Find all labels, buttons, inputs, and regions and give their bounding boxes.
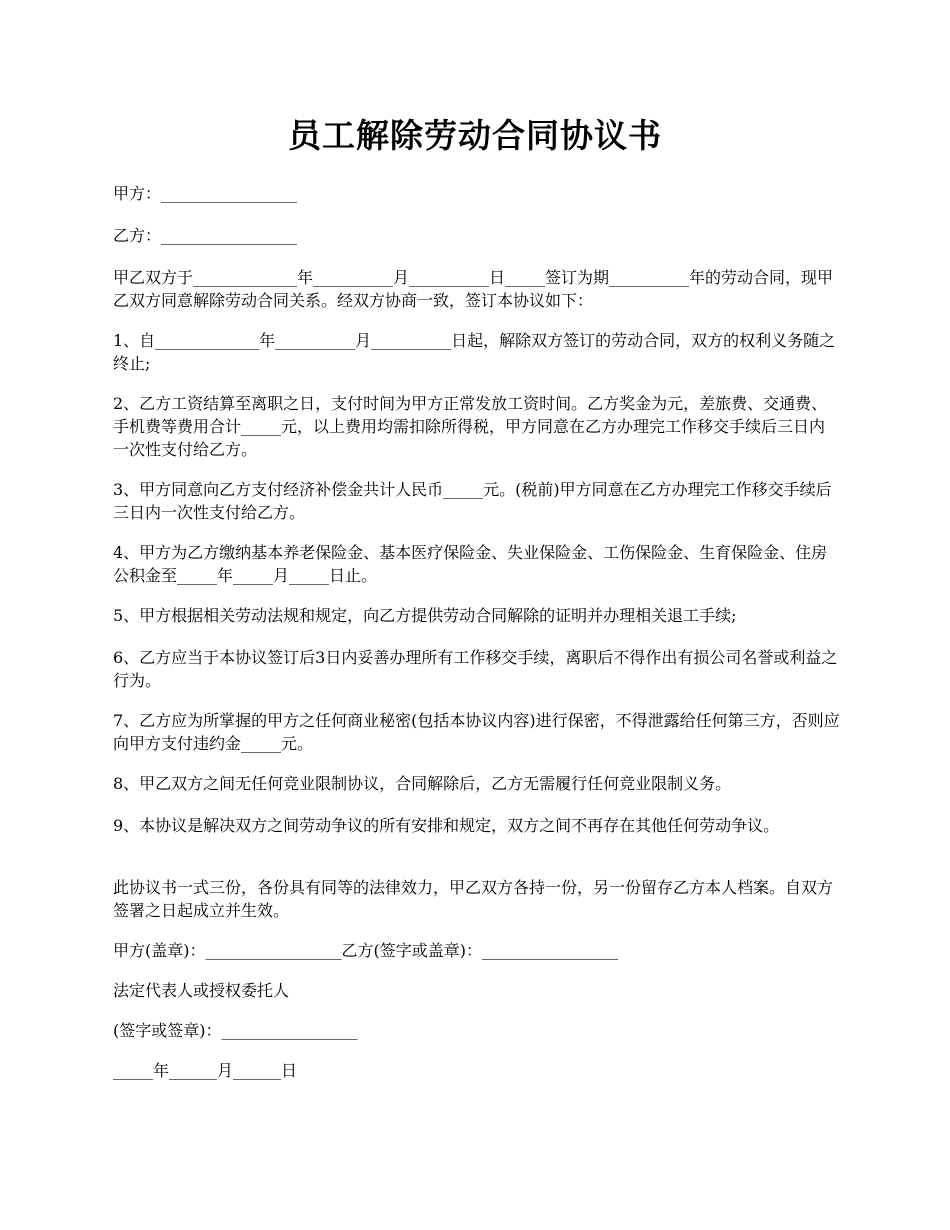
clause-6: 6、乙方应当于本协议签订后3日内妥善办理所有工作移交手续，离职后不得作出有损公司名誉或利益之行为。 xyxy=(113,648,838,690)
clause-4: 4、甲方为乙方缴纳基本养老保险金、基本医疗保险金、失业保险金、工伤保险金、生育保险金、住房公积金至_____年_____月_____日止。 xyxy=(113,543,828,585)
clause-2: 2、乙方工资结算至离职之日，支付时间为甲方正常发放工资时间。乙方奖金为元，差旅费、交通费、手机费等费用合计_____元，以上费用均需扣除所得税，甲方同意在乙方办理完工作移交手续后三日内一次性支付给乙方。 xyxy=(113,394,828,459)
clause-7: 7、乙方应为所掌握的甲方之任何商业秘密(包括本协议内容)进行保密，不得泄露给任何第三方，否则应向甲方支付违约金_____元。 xyxy=(113,711,840,753)
clause-1: 1、自_____________年__________月__________日起，解除双方签订的劳动合同，双方的权利义务随之终止; xyxy=(113,331,836,373)
clause-9: 9、本协议是解决双方之间劳动争议的所有安排和规定，双方之间不再存在其他任何劳动争议。 xyxy=(113,816,780,835)
sign-seal-line: (签字或签章)：_________________ xyxy=(113,1021,358,1040)
closing-paragraph: 此协议书一式三份，各份具有同等的法律效力，甲乙双方各持一份，另一份留存乙方本人档案。自双方签署之日起成立并生效。 xyxy=(113,878,834,920)
clause-8: 8、甲乙双方之间无任何竞业限制协议，合同解除后，乙方无需履行任何竞业限制义务。 xyxy=(113,774,732,793)
signature-line: 甲方(盖章)：_________________乙方(签字或盖章)：_________________ xyxy=(113,941,618,960)
clause-5: 5、甲方根据相关劳动法规和规定，向乙方提供劳动合同解除的证明并办理相关退工手续; xyxy=(113,606,737,625)
intro-paragraph: 甲乙双方于_____________年__________月__________日_____签订为期__________年的劳动合同，现甲乙双方同意解除劳动合同关系。经双方协商一致，签订本协议如下： xyxy=(113,268,834,310)
party-a-line: 甲方：_________________ xyxy=(113,184,298,203)
party-b-line: 乙方：_________________ xyxy=(113,226,298,245)
legal-representative: 法定代表人或授权委托人 xyxy=(113,981,290,1000)
document-title: 员工解除劳动合同协议书 xyxy=(288,116,662,155)
date-line: _____年______月______日 xyxy=(113,1061,298,1080)
clause-3: 3、甲方同意向乙方支付经济补偿金共计人民币_____元。(税前)甲方同意在乙方办理完工作移交手续后三日内一次性支付给乙方。 xyxy=(113,480,832,522)
